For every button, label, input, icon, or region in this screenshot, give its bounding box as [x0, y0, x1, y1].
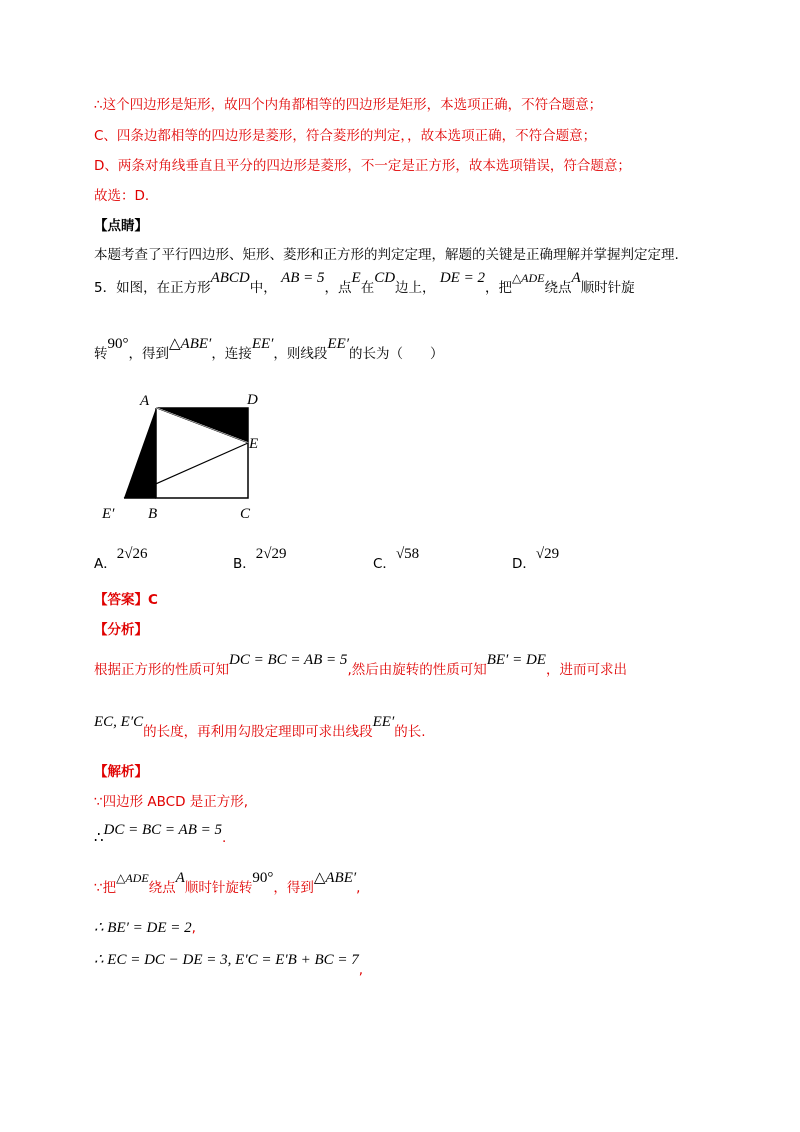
math-dc-bc-ab: DC = BC = AB = 5 [229, 652, 348, 668]
choice-d-value: √29 [535, 546, 560, 562]
analysis-heading: 【分析】 [94, 622, 148, 638]
solution-line-5 [94, 950, 364, 978]
math-ee-prime: EE′ [251, 336, 274, 352]
analysis-text: ，进而可求出 [545, 662, 627, 678]
analysis-line-1 [94, 652, 627, 680]
math-dc-bc-ab: DC = BC = AB = 5 [103, 822, 222, 838]
prev-solution-line-1: ∴这个四边形是矩形，故四个内角都相等的四边形是矩形，本选项正确，不符合题意； [94, 97, 603, 113]
label-b: B [148, 506, 158, 522]
solution-punct: . [221, 830, 227, 846]
analysis-text: ,然后由旋转的性质可知 [347, 662, 487, 678]
math-cd: CD [374, 270, 396, 286]
question-text: ，得到 [128, 346, 169, 362]
solution-punct: , [358, 962, 364, 978]
question-text: 中， [249, 280, 277, 296]
math-triangle-abe-prime: △ABE′ [313, 870, 357, 886]
solution-punct: , [191, 920, 196, 936]
question-text: ，连接 [211, 346, 252, 362]
geometry-figure [98, 388, 268, 523]
choice-b[interactable] [233, 542, 287, 572]
math-square-abcd: ABCD [210, 270, 250, 286]
solution-line-1: ∵四边形 ABCD 是正方形, [94, 794, 249, 810]
question-text: 顺时针旋 [580, 280, 635, 296]
prev-solution-line-3: D、两条对角线垂直且平分的四边形是菱形，不一定是正方形，故本选项错误，符合题意； [94, 158, 631, 174]
analysis-text: 根据正方形的性质可知 [94, 662, 229, 678]
choice-a-value: 2√26 [116, 546, 148, 562]
question-text: 转 [94, 346, 108, 362]
question-text: ，点 [324, 280, 352, 296]
label-e-prime: E′ [102, 506, 115, 522]
choice-b-value: 2√29 [255, 546, 287, 562]
choice-a[interactable] [94, 542, 148, 572]
label-d: D [247, 392, 258, 408]
choice-d-label: D． [512, 556, 536, 572]
solution-heading: 【解析】 [94, 764, 148, 780]
math-point-a: A [175, 870, 185, 886]
solution-line-3 [94, 870, 361, 898]
prev-solution-line-4: 故选：D． [94, 188, 159, 204]
choice-c[interactable] [373, 542, 420, 572]
prev-solution-line-2: C、四条边都相等的四边形是菱形，符合菱形的判定，，故本选项正确，不符合题意； [94, 128, 597, 144]
math-ec-e-prime-c-eq: ∴ EC = DC − DE = 3, E′C = E′B + BC = 7 [94, 952, 359, 968]
choice-d[interactable] [512, 542, 560, 572]
math-triangle-ade: △ADE [511, 271, 545, 285]
math-de-eq: DE = 2 [439, 270, 485, 286]
label-a: A [140, 393, 150, 409]
solution-text: , [356, 880, 361, 896]
label-c: C [240, 506, 251, 522]
answer-heading: 【答案】 [94, 592, 148, 608]
question-text: ，把 [484, 280, 512, 296]
solution-text: ，得到 [273, 880, 314, 896]
choice-a-label: A． [94, 556, 117, 572]
label-e: E [249, 436, 259, 452]
therefore-symbol: ∴ [94, 830, 104, 846]
math-ee-prime: EE′ [327, 336, 350, 352]
question-text: 绕点 [544, 280, 572, 296]
math-be-prime-de: BE′ = DE [486, 652, 546, 668]
choice-c-value: √58 [395, 546, 420, 562]
question-text: 的长为（ ） [349, 346, 444, 362]
question-line-2 [94, 336, 444, 364]
analysis-text: 的长度，再利用勾股定理即可求出线段 [143, 724, 373, 740]
answer-line [94, 590, 158, 610]
choice-b-label: B． [233, 556, 256, 572]
analysis-text: 的长. [394, 724, 426, 740]
math-ee-prime: EE′ [372, 714, 395, 730]
math-90-deg: 90° [107, 336, 129, 352]
math-point-e: E [351, 270, 361, 286]
analysis-line-2 [94, 714, 426, 742]
answer-value: C [148, 592, 158, 608]
math-ec-e-prime-c: EC, E′C [94, 714, 144, 730]
solution-line-4 [94, 918, 196, 938]
math-ab-eq: AB = 5 [281, 270, 325, 286]
math-be-prime-de-2: ∴ BE′ = DE = 2 [94, 920, 192, 936]
question-text: 在 [360, 280, 375, 296]
dianjing-heading: 【点睛】 [94, 218, 148, 234]
math-triangle-ade: △ADE [116, 871, 149, 885]
question-number: 5．如图，在正方形 [94, 280, 211, 296]
math-point-a: A [571, 270, 581, 286]
question-line-1 [94, 270, 635, 298]
math-90-deg: 90° [252, 870, 274, 886]
solution-text: 顺时针旋转 [184, 880, 253, 896]
solution-text: ∵把 [94, 880, 117, 896]
question-text: ，则线段 [273, 346, 328, 362]
shaded-triangle-abe-prime [124, 408, 156, 498]
choice-c-label: C． [373, 556, 396, 572]
math-triangle-abe-prime: △ABE′ [169, 336, 212, 352]
solution-text: 绕点 [148, 880, 176, 896]
solution-line-2 [94, 820, 227, 846]
dianjing-text: 本题考查了平行四边形、矩形、菱形和正方形的判定定理，解题的关键是正确理解并掌握判定定理. [94, 247, 679, 263]
question-text: 边上， [395, 280, 436, 296]
